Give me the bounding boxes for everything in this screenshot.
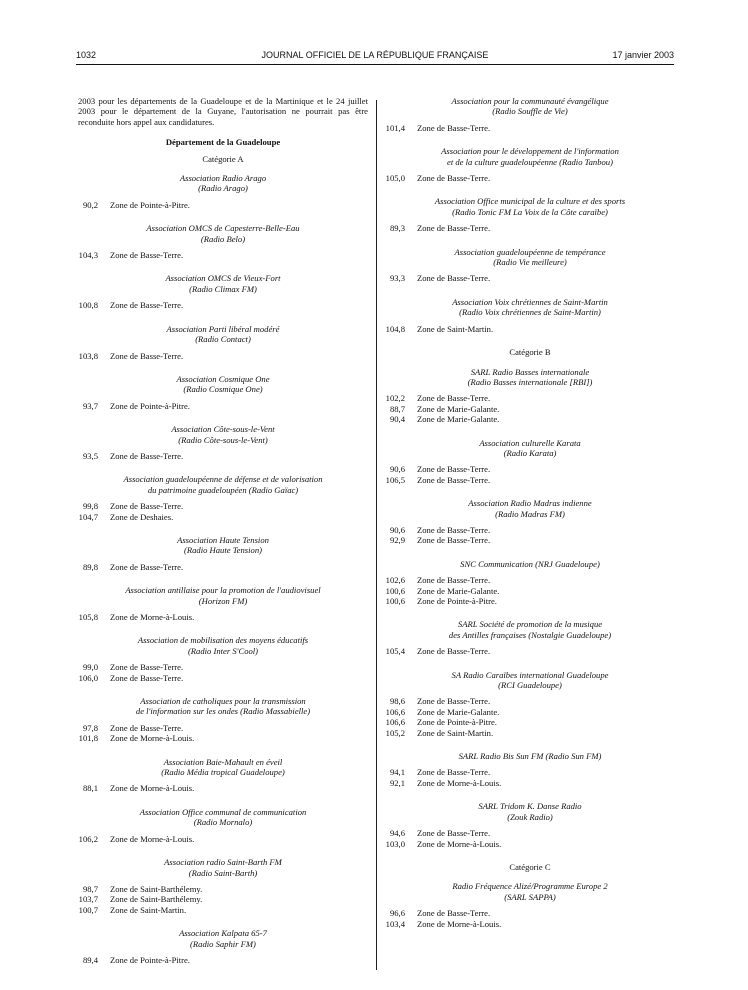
entry bbox=[78, 807, 368, 844]
association-name: Association de catholiques pour la transmission de l'information sur les ondes (Radio Massabielle) bbox=[135, 696, 311, 717]
association-name: SARL Société de promotion de la musique des Antilles françaises (Nostalgie Guadeloupe) bbox=[448, 619, 612, 640]
frequency-row bbox=[78, 501, 368, 511]
frequency-value: 92,1 bbox=[389, 777, 405, 788]
frequency-row bbox=[385, 707, 675, 717]
zone-label: Zone de Morne-à-Louis. bbox=[110, 733, 195, 744]
entry bbox=[78, 273, 368, 310]
entry bbox=[78, 757, 368, 794]
frequency-row bbox=[385, 596, 675, 606]
frequency-list bbox=[385, 575, 675, 606]
frequency-row bbox=[385, 646, 675, 656]
frequency-row bbox=[385, 575, 675, 585]
zone-label: Zone de Morne-à-Louis. bbox=[110, 783, 195, 794]
frequency-row bbox=[78, 451, 368, 461]
frequency-row bbox=[78, 300, 368, 310]
page-number: 1032 bbox=[76, 50, 97, 60]
frequency-row bbox=[385, 393, 675, 403]
association-name: Association Radio Madras indienne (Radio Madras FM) bbox=[468, 498, 592, 519]
frequency-row bbox=[385, 173, 675, 183]
frequency-row bbox=[78, 733, 368, 743]
entry bbox=[385, 196, 675, 233]
frequency-row bbox=[385, 324, 675, 334]
frequency-value: 89,3 bbox=[389, 223, 405, 234]
association-name: Association guadeloupéenne de défense et de valorisation du patrimoine guadeloupéen (Radio Gaïac) bbox=[123, 474, 323, 495]
zone-label: Zone de Basse-Terre. bbox=[417, 575, 491, 586]
frequency-value: 100,7 bbox=[78, 904, 98, 915]
zone-label: Zone de Basse-Terre. bbox=[417, 696, 491, 707]
zone-label: Zone de Basse-Terre. bbox=[110, 561, 184, 572]
association-name: Association culturelle Karata (Radio Karata) bbox=[479, 437, 581, 458]
entry bbox=[385, 801, 675, 849]
entry-list bbox=[385, 367, 675, 849]
entry bbox=[78, 374, 368, 411]
frequency-row bbox=[385, 717, 675, 727]
association-name: Association Office municipal de la culture et des sports (Radio Tonic FM La Voix de la Côte caraïbe) bbox=[434, 196, 626, 217]
frequency-value: 94,6 bbox=[389, 828, 405, 839]
frequency-value: 92,9 bbox=[389, 535, 405, 546]
frequency-value: 93,7 bbox=[82, 400, 98, 411]
frequency-list bbox=[385, 173, 675, 183]
frequency-row bbox=[78, 401, 368, 411]
entry bbox=[385, 146, 675, 183]
entry bbox=[78, 424, 368, 461]
frequency-row bbox=[78, 662, 368, 672]
zone-label: Zone de Morne-à-Louis. bbox=[417, 918, 502, 929]
frequency-value: 106,6 bbox=[385, 717, 405, 728]
entry bbox=[385, 247, 675, 284]
frequency-row bbox=[78, 884, 368, 894]
entry bbox=[385, 619, 675, 656]
zone-label: Zone de Basse-Terre. bbox=[417, 173, 491, 184]
frequency-value: 103,8 bbox=[78, 350, 98, 361]
frequency-row bbox=[385, 525, 675, 535]
zone-label: Zone de Basse-Terre. bbox=[110, 450, 184, 461]
entry-list bbox=[385, 881, 675, 929]
zone-label: Zone de Pointe-à-Pitre. bbox=[110, 954, 190, 965]
frequency-value: 105,0 bbox=[385, 173, 405, 184]
entry bbox=[78, 535, 368, 572]
entry bbox=[385, 438, 675, 486]
frequency-row bbox=[78, 512, 368, 522]
zone-label: Zone de Basse-Terre. bbox=[417, 646, 491, 657]
frequency-value: 90,6 bbox=[389, 464, 405, 475]
frequency-row bbox=[385, 414, 675, 424]
frequency-value: 99,8 bbox=[82, 501, 98, 512]
association-name: Association Kalpata 65-7 (Radio Saphir FM) bbox=[179, 928, 267, 949]
association-name: SA Radio Caraïbes international Guadeloupe (RCI Guadeloupe) bbox=[451, 669, 609, 691]
entry bbox=[78, 696, 368, 744]
zone-label: Zone de Pointe-à-Pitre. bbox=[417, 717, 497, 728]
frequency-list bbox=[78, 300, 368, 310]
association-name: Association guadeloupéenne de tempérance (Radio Vie meilleure) bbox=[454, 246, 606, 268]
association-name: Association Voix chrétiennes de Saint-Martin (Radio Voix chrétiennes de Saint-Martin) bbox=[452, 296, 608, 318]
frequency-value: 104,3 bbox=[78, 250, 98, 261]
association-name: Association Cosmique One (Radio Cosmique One) bbox=[176, 373, 270, 395]
frequency-value: 101,8 bbox=[78, 733, 98, 744]
frequency-row bbox=[385, 464, 675, 474]
frequency-value: 106,0 bbox=[78, 672, 98, 683]
entry-list bbox=[385, 96, 675, 334]
frequency-list bbox=[385, 525, 675, 546]
frequency-row bbox=[78, 200, 368, 210]
frequency-value: 100,6 bbox=[385, 585, 405, 596]
zone-label: Zone de Pointe-à-Pitre. bbox=[110, 400, 190, 411]
frequency-value: 105,2 bbox=[385, 727, 405, 738]
frequency-value: 101,4 bbox=[385, 122, 405, 133]
frequency-list bbox=[385, 767, 675, 788]
header-rule bbox=[76, 64, 674, 65]
frequency-value: 104,7 bbox=[78, 511, 98, 522]
zone-label: Zone de Marie-Galante. bbox=[417, 585, 500, 596]
frequency-list bbox=[78, 955, 368, 965]
frequency-value: 93,3 bbox=[389, 273, 405, 284]
frequency-row bbox=[385, 223, 675, 233]
page-header bbox=[76, 50, 674, 64]
entry bbox=[78, 585, 368, 622]
frequency-row bbox=[78, 894, 368, 904]
frequency-list bbox=[385, 696, 675, 738]
association-name: Association Côte-sous-le-Vent (Radio Côte-sous-le-Vent) bbox=[171, 424, 275, 445]
frequency-list bbox=[78, 662, 368, 683]
association-name: Association pour le développement de l'information et de la culture guadeloupéenne (Radio Tanbou) bbox=[441, 146, 619, 167]
zone-label: Zone de Basse-Terre. bbox=[417, 393, 491, 404]
frequency-value: 103,4 bbox=[385, 918, 405, 929]
frequency-row bbox=[385, 728, 675, 738]
frequency-value: 103,0 bbox=[385, 838, 405, 849]
zone-label: Zone de Basse-Terre. bbox=[417, 223, 491, 234]
frequency-row bbox=[385, 828, 675, 838]
frequency-value: 94,1 bbox=[389, 767, 405, 778]
frequency-value: 90,2 bbox=[82, 199, 98, 210]
frequency-row bbox=[78, 612, 368, 622]
frequency-value: 100,6 bbox=[385, 596, 405, 606]
association-name: Association Haute Tension (Radio Haute Tension) bbox=[177, 534, 269, 556]
zone-label: Zone de Marie-Galante. bbox=[417, 403, 500, 414]
frequency-list bbox=[78, 884, 368, 915]
frequency-row bbox=[78, 905, 368, 915]
left-column bbox=[78, 96, 368, 978]
frequency-list bbox=[385, 223, 675, 233]
frequency-value: 89,4 bbox=[82, 954, 98, 965]
zone-label: Zone de Saint-Martin. bbox=[110, 904, 187, 915]
zone-label: Zone de Basse-Terre. bbox=[417, 122, 491, 133]
frequency-value: 106,6 bbox=[385, 706, 405, 717]
frequency-list bbox=[78, 562, 368, 572]
zone-label: Zone de Deshaies. bbox=[110, 511, 174, 522]
frequency-row bbox=[385, 273, 675, 283]
entry-list bbox=[78, 173, 368, 965]
frequency-row bbox=[385, 696, 675, 706]
frequency-value: 102,2 bbox=[385, 393, 405, 404]
department-heading: Département de la Guadeloupe bbox=[165, 137, 281, 148]
frequency-value: 98,6 bbox=[389, 696, 405, 707]
frequency-value: 98,7 bbox=[82, 883, 98, 894]
frequency-row bbox=[78, 673, 368, 683]
journal-title: JOURNAL OFFICIEL DE LA RÉPUBLIQUE FRANÇAISE bbox=[261, 50, 489, 60]
entry bbox=[385, 751, 675, 788]
association-name: Association Parti libéral modéré (Radio Contact) bbox=[166, 323, 280, 345]
frequency-value: 106,5 bbox=[385, 474, 405, 485]
frequency-value: 103,7 bbox=[78, 894, 98, 905]
zone-label: Zone de Basse-Terre. bbox=[110, 501, 184, 512]
frequency-list bbox=[78, 834, 368, 844]
frequency-row bbox=[78, 250, 368, 260]
entry bbox=[385, 559, 675, 607]
frequency-row bbox=[78, 834, 368, 844]
zone-label: Zone de Basse-Terre. bbox=[110, 672, 184, 683]
association-name: SARL Tridom K. Danse Radio (Zouk Radio) bbox=[478, 801, 582, 822]
frequency-row bbox=[385, 586, 675, 596]
entry bbox=[78, 223, 368, 260]
frequency-list bbox=[385, 324, 675, 334]
frequency-list bbox=[78, 250, 368, 260]
entry bbox=[385, 498, 675, 546]
zone-label: Zone de Saint-Barthélemy. bbox=[110, 883, 203, 894]
frequency-list bbox=[385, 273, 675, 283]
right-column bbox=[385, 96, 675, 942]
association-name: Radio Fréquence Alizé/Programme Europe 2 (SARL SAPPA) bbox=[452, 881, 608, 902]
entry bbox=[78, 474, 368, 522]
frequency-list bbox=[78, 401, 368, 411]
frequency-row bbox=[385, 404, 675, 414]
zone-label: Zone de Basse-Terre. bbox=[110, 250, 184, 261]
frequency-list bbox=[78, 783, 368, 793]
intro-paragraph: 2003 pour les départements de la Guadeloupe et de la Martinique et le 24 juillet 2003 pour le département de la Guyane, l'autorisation ne pourrait pas être reconduite hors appel aux candidatures. bbox=[78, 96, 368, 127]
entry bbox=[78, 324, 368, 361]
zone-label: Zone de Saint-Martin. bbox=[417, 323, 494, 334]
entry bbox=[78, 173, 368, 210]
association-name: SARL Radio Bis Sun FM (Radio Sun FM) bbox=[458, 751, 602, 762]
frequency-value: 99,0 bbox=[82, 662, 98, 673]
frequency-list bbox=[385, 123, 675, 133]
zone-label: Zone de Basse-Terre. bbox=[110, 662, 184, 673]
frequency-row bbox=[78, 783, 368, 793]
zone-label: Zone de Basse-Terre. bbox=[417, 474, 491, 485]
frequency-list bbox=[385, 646, 675, 656]
zone-label: Zone de Pointe-à-Pitre. bbox=[417, 596, 497, 606]
frequency-list bbox=[385, 464, 675, 485]
entry bbox=[385, 881, 675, 929]
zone-label: Zone de Morne-à-Louis. bbox=[110, 612, 195, 622]
association-name: SARL Radio Basses internationale (Radio Basses internationale [RBI]) bbox=[467, 366, 593, 387]
association-name: Association pour la communauté évangélique (Radio Souffle de Vie) bbox=[451, 96, 609, 117]
entry bbox=[78, 857, 368, 915]
frequency-value: 93,5 bbox=[82, 450, 98, 461]
frequency-value: 90,6 bbox=[389, 524, 405, 535]
frequency-row bbox=[385, 767, 675, 777]
frequency-list bbox=[78, 351, 368, 361]
frequency-row bbox=[78, 562, 368, 572]
zone-label: Zone de Basse-Terre. bbox=[417, 908, 491, 919]
association-name: Association antillaise pour la promotion de l'audiovisuel (Horizon FM) bbox=[125, 585, 321, 606]
zone-label: Zone de Basse-Terre. bbox=[110, 300, 184, 311]
entry bbox=[385, 367, 675, 425]
association-name: Association de mobilisation des moyens éducatifs (Radio Inter S'Cool) bbox=[137, 635, 309, 656]
frequency-list bbox=[78, 501, 368, 522]
zone-label: Zone de Saint-Barthélemy. bbox=[110, 894, 203, 905]
association-name: Association Office communal de communication (Radio Mornalo) bbox=[139, 806, 307, 828]
zone-label: Zone de Saint-Martin. bbox=[417, 727, 494, 738]
frequency-list bbox=[385, 393, 675, 424]
zone-label: Zone de Pointe-à-Pitre. bbox=[110, 199, 190, 210]
category-heading: Catégorie C bbox=[509, 861, 551, 872]
frequency-value: 97,8 bbox=[82, 722, 98, 733]
zone-label: Zone de Basse-Terre. bbox=[110, 350, 184, 361]
entry bbox=[385, 96, 675, 133]
frequency-value: 88,7 bbox=[389, 403, 405, 414]
frequency-row bbox=[385, 839, 675, 849]
zone-label: Zone de Morne-à-Louis. bbox=[417, 838, 502, 849]
frequency-row bbox=[78, 955, 368, 965]
zone-label: Zone de Basse-Terre. bbox=[110, 722, 184, 733]
zone-label: Zone de Basse-Terre. bbox=[417, 535, 491, 546]
association-name: Association Radio Arago (Radio Arago) bbox=[179, 173, 267, 194]
frequency-value: 96,6 bbox=[389, 908, 405, 919]
association-name: Association OMCS de Vieux-Fort (Radio Climax FM) bbox=[165, 273, 281, 294]
column-divider bbox=[376, 100, 377, 970]
category-heading: Catégorie B bbox=[509, 347, 551, 358]
frequency-value: 89,8 bbox=[82, 561, 98, 572]
frequency-row bbox=[385, 123, 675, 133]
association-name: SNC Communication (NRJ Guadeloupe) bbox=[460, 558, 600, 569]
frequency-list bbox=[78, 451, 368, 461]
frequency-row bbox=[385, 475, 675, 485]
zone-label: Zone de Marie-Galante. bbox=[417, 414, 500, 425]
zone-label: Zone de Basse-Terre. bbox=[417, 273, 491, 284]
entry bbox=[385, 297, 675, 334]
frequency-row bbox=[385, 908, 675, 918]
zone-label: Zone de Marie-Galante. bbox=[417, 706, 500, 717]
issue-date: 17 janvier 2003 bbox=[612, 50, 674, 60]
frequency-value: 104,8 bbox=[385, 323, 405, 334]
frequency-value: 105,8 bbox=[78, 612, 98, 622]
frequency-row bbox=[385, 919, 675, 929]
zone-label: Zone de Basse-Terre. bbox=[417, 828, 491, 839]
category-heading: Catégorie A bbox=[202, 153, 244, 164]
frequency-value: 106,2 bbox=[78, 833, 98, 844]
frequency-list bbox=[78, 612, 368, 622]
frequency-list bbox=[78, 200, 368, 210]
frequency-value: 90,4 bbox=[389, 414, 405, 425]
frequency-list bbox=[385, 828, 675, 849]
frequency-value: 102,6 bbox=[385, 575, 405, 586]
frequency-list bbox=[385, 908, 675, 929]
frequency-row bbox=[78, 351, 368, 361]
frequency-value: 105,4 bbox=[385, 646, 405, 657]
entry bbox=[385, 670, 675, 738]
association-name: Association OMCS de Capesterre-Belle-Eau (Radio Belo) bbox=[146, 223, 300, 244]
frequency-row bbox=[385, 535, 675, 545]
entry bbox=[78, 635, 368, 683]
zone-label: Zone de Morne-à-Louis. bbox=[110, 833, 195, 844]
zone-label: Zone de Morne-à-Louis. bbox=[417, 777, 502, 788]
zone-label: Zone de Basse-Terre. bbox=[417, 524, 491, 535]
frequency-row bbox=[78, 723, 368, 733]
frequency-value: 88,1 bbox=[82, 783, 98, 794]
association-name: Association Baie-Mahault en éveil (Radio Média tropical Guadeloupe) bbox=[161, 756, 285, 778]
zone-label: Zone de Basse-Terre. bbox=[417, 464, 491, 475]
frequency-list bbox=[78, 723, 368, 744]
association-name: Association radio Saint-Barth FM (Radio Saint-Barth) bbox=[164, 857, 282, 878]
frequency-row bbox=[385, 778, 675, 788]
frequency-value: 100,8 bbox=[78, 300, 98, 311]
entry bbox=[78, 928, 368, 965]
zone-label: Zone de Basse-Terre. bbox=[417, 767, 491, 778]
